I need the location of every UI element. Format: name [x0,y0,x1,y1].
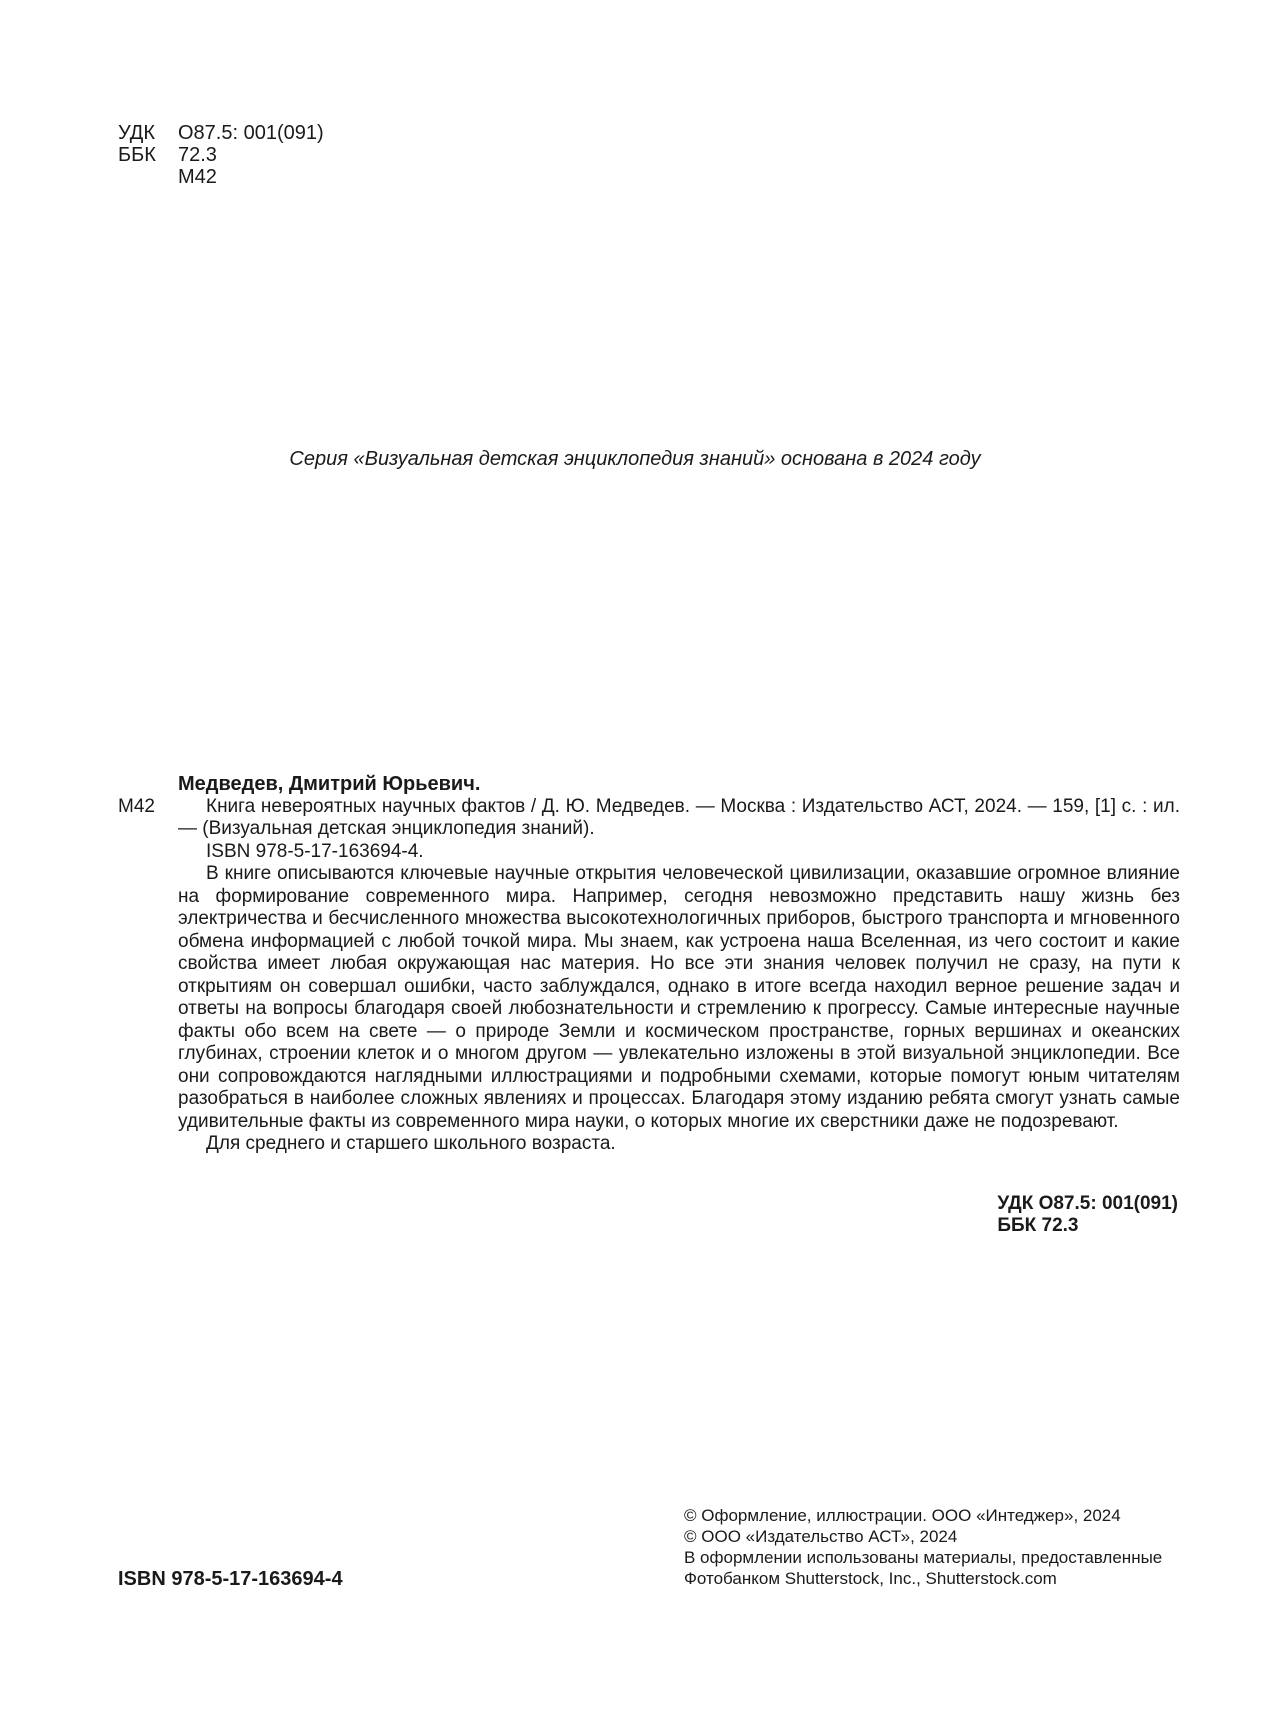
classification-block [118,122,324,188]
record-bbk: ББК 72.3 [997,1215,1079,1236]
footer-isbn: ISBN 978-5-17-163694-4 [118,1568,343,1590]
record-title: Книга невероятных научных фактов / Д. Ю. Медведев. — Москва : Издательство АСТ, 2024. — 159, [1] с. : ил. — (Визуальная детская энциклопедия знаний). [178,795,1180,839]
record-codes [997,1193,1178,1237]
udk-row [118,122,324,144]
record-author: Медведев, Дмитрий Юрьевич. [178,773,481,795]
series-note: Серия «Визуальная детская энциклопедия знаний» основана в 2024 году [289,448,981,470]
copyright-line-2: © ООО «Издательство АСТ», 2024 [684,1527,958,1546]
bbk-value: 72.3 [178,144,217,166]
bbk-row [118,144,324,166]
record-audience: Для среднего и старшего школьного возраста. [206,1133,616,1154]
record-code: М42 [118,795,155,817]
bibliographic-record [118,773,1180,1156]
author-mark: М42 [178,166,217,188]
materials-line-1: В оформлении использованы материалы, предоставленные [684,1548,1163,1567]
materials-line-2: Фотобанком Shutterstock, Inc., Shutterstock.com [684,1569,1057,1588]
record-udk: УДК О87.5: 001(091) [997,1193,1178,1214]
record-entry [118,795,1180,1156]
copyright-line-1: © Оформление, иллюстрации. ООО «Интеджер», 2024 [684,1506,1121,1525]
copyright-block [684,1505,1162,1589]
bbk-label: ББК [118,144,156,166]
author-mark-row [118,166,324,188]
record-annotation: В книге описываются ключевые научные открытия человеческой цивилизации, оказавшие огромное влияние на формирование современного мира. Например, сегодня невозможно представить нашу жизнь без электричества и бесчисленного множества высокотехнологичных приборов, быстрого транспорта и мгновенного обмена информацией с любой точкой мира. Мы знаем, как устроена наша Вселенная, из чего состоит и какие свойства имеет любая окружающая нас материя. Но все эти знания человек получил не сразу, на пути к открытиям он совершал ошибки, часто заблуждался, однако в итоге всегда находил верное решение задач и ответы на вопросы благодаря своей любознательности и стремлению к прогрессу. Самые интересные научные факты обо всем на свете — о природе Земли и космическом пространстве, горных вершинах и океанских глубинах, строении клеток и о многом другом — увлекательно изложены в этой визуальной энциклопедии. Все они сопровождаются наглядными иллюстрациями и подробными схемами, которые помогут юным читателям разобраться в наиболее сложных явлениях и процессах. Благодаря этому изданию ребята смогут узнать самые удивительные факты из современного мира науки, о которых многие их сверстники даже не подозревают. [178,863,1180,1132]
record-isbn: ISBN 978-5-17-163694-4. [206,840,424,862]
udk-value: О87.5: 001(091) [178,122,324,144]
udk-label: УДК [118,122,156,144]
